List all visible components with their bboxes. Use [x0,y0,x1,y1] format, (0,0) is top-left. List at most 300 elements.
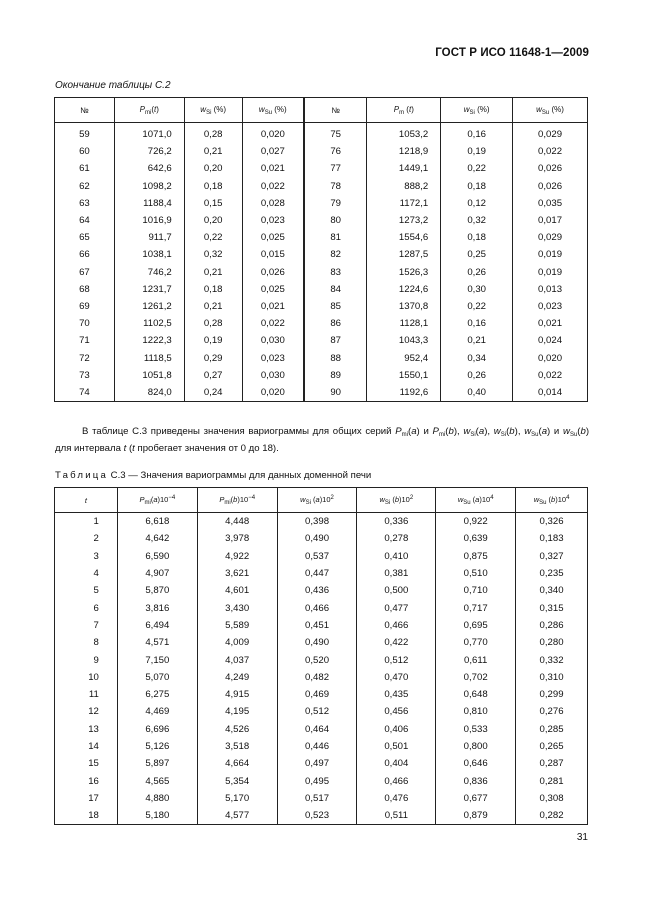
table-cell: 0,32 [184,246,242,263]
table-cell: 1038,1 [114,246,184,263]
table-cell: 0,28 [184,123,242,144]
table-cell: 79 [304,195,367,212]
table-cell: 0,014 [513,384,588,402]
table-cell: 66 [55,246,115,263]
table-cell: 68 [55,281,115,298]
table-cell: 1128,1 [367,315,441,332]
table-row [55,264,588,281]
col-wsu-a: $w_{Su}$ $(a)10^4$ [436,488,516,513]
table-cell: 0,026 [513,160,588,177]
table-cell: 0,282 [516,807,588,825]
table-cell: 0,537 [277,548,357,565]
table-cell: 0,18 [184,178,242,195]
table-cell: 0,466 [357,772,436,789]
table-cell: 0,836 [436,772,516,789]
table-cell: 0,512 [277,703,357,720]
table-cell: 0,308 [516,790,588,807]
table-cell: 0,017 [513,212,588,229]
table-cell: 0,510 [436,565,516,582]
table-cell: 4,195 [197,703,277,720]
table-row [55,349,588,366]
table-cell: 0,18 [184,281,242,298]
table-cell: 6,590 [117,548,197,565]
table-row [55,298,588,315]
table-cell: 0,702 [436,669,516,686]
table-row [55,212,588,229]
table-cell: 0,21 [184,264,242,281]
table-cell: 5,870 [117,582,197,599]
table-cell: 1449,1 [367,160,441,177]
intro-paragraph: В таблице С.3 приведены значения вариограммы для общих серий $P_{mi}(a)$ и $P_{mi}(b)$, $w_{Si}(a)$, $w_{Si}(b)$, $w_{Su}(a)$ и $w_{Su}(b)$ для интервала t (t пробегает значения от 0 до 18). [55,426,590,454]
table-cell: 0,299 [516,686,588,703]
col-pm-2: $P_m$ (t) [367,98,441,123]
table-row [55,582,588,599]
table-cell: 0,265 [516,738,588,755]
table-cell: 3,978 [197,530,277,547]
table-cell: 0,280 [516,634,588,651]
table-cell: 2 [55,530,118,547]
table-cell: 11 [55,686,118,703]
table-cell: 71 [55,332,115,349]
table-cell: 0,21 [441,332,513,349]
table-c3-caption-label: Таблица [55,470,109,481]
table-cell: 0,482 [277,669,357,686]
table-row [55,617,588,634]
table-cell: 0,022 [513,367,588,384]
table-cell: 0,398 [277,513,357,531]
table-cell: 0,023 [513,298,588,315]
table-cell: 0,19 [441,143,513,160]
table-row [55,703,588,720]
table-row [55,790,588,807]
col-number-2: № [304,98,367,123]
table-cell: 0,32 [441,212,513,229]
table-cell: 0,024 [513,332,588,349]
table-cell: 0,315 [516,599,588,616]
table-cell: 3,430 [197,599,277,616]
table-cell: 0,235 [516,565,588,582]
table-cell: 0,422 [357,634,436,651]
table-cell: 0,800 [436,738,516,755]
table-cell: 0,490 [277,530,357,547]
table-cell: 0,019 [513,264,588,281]
table-cell: 0,497 [277,755,357,772]
table-cell: 87 [304,332,367,349]
table-row [55,367,588,384]
table-cell: 0,477 [357,599,436,616]
table-cell: 3,816 [117,599,197,616]
table-cell: 0,717 [436,599,516,616]
table-row [55,178,588,195]
table-cell: 0,278 [357,530,436,547]
table-cell: 0,21 [184,143,242,160]
table-cell: 0,029 [513,229,588,246]
col-wsu-2: $w_{Su}$ (%) [513,98,588,123]
table-cell: 0,18 [441,229,513,246]
table-cell: 0,517 [277,790,357,807]
table-cell: 4,571 [117,634,197,651]
table-cell: 0,22 [441,298,513,315]
table-cell: 4,915 [197,686,277,703]
table-c2-caption: Окончание таблицы С.2 [55,80,171,91]
table-cell: 0,022 [513,143,588,160]
table-cell: 1098,2 [114,178,184,195]
table-cell: 0,326 [516,513,588,531]
table-row [55,669,588,686]
table-c2 [54,97,588,402]
table-cell: 0,500 [357,582,436,599]
table-cell: 1287,5 [367,246,441,263]
table-cell: 15 [55,755,118,772]
table-cell: 6,494 [117,617,197,634]
table-cell: 0,446 [277,738,357,755]
table-header-row [55,98,588,123]
table-cell: 1218,9 [367,143,441,160]
table-cell: 0,281 [516,772,588,789]
col-t: t [55,488,118,513]
table-cell: 4,907 [117,565,197,582]
table-cell: 1370,8 [367,298,441,315]
table-cell: 0,027 [242,143,304,160]
table-cell: 0,286 [516,617,588,634]
table-cell: 0,28 [184,315,242,332]
table-c3 [54,487,588,825]
table-cell: 4 [55,565,118,582]
table-cell: 80 [304,212,367,229]
table-cell: 0,677 [436,790,516,807]
table-cell: 0,490 [277,634,357,651]
col-wsu-b: $w_{Su}$ $(b)10^4$ [516,488,588,513]
table-cell: 0,285 [516,721,588,738]
table-cell: 5 [55,582,118,599]
table-cell: 0,922 [436,513,516,531]
col-number: № [55,98,115,123]
table-cell: 0,12 [441,195,513,212]
table-cell: 0,810 [436,703,516,720]
table-cell: 1222,3 [114,332,184,349]
table-cell: 1 [55,513,118,531]
col-wsi: $w_{Si}$ (%) [184,98,242,123]
table-cell: 76 [304,143,367,160]
table-cell: 888,2 [367,178,441,195]
table-cell: 5,180 [117,807,197,825]
table-cell: 74 [55,384,115,402]
table-cell: 1273,2 [367,212,441,229]
table-cell: 726,2 [114,143,184,160]
table-cell: 6,275 [117,686,197,703]
table-cell: 63 [55,195,115,212]
table-cell: 1550,1 [367,367,441,384]
para-text-5: пробегает значения от 0 до 18). [134,443,279,454]
document-header: ГОСТ Р ИСО 11648-1—2009 [435,47,589,59]
table-cell: 9 [55,651,118,668]
para-text-2: и [419,426,433,437]
table-cell: 746,2 [114,264,184,281]
table-cell: 4,642 [117,530,197,547]
table-row [55,738,588,755]
table-cell: 1016,9 [114,212,184,229]
table-cell: 1554,6 [367,229,441,246]
table-cell: 0,26 [441,264,513,281]
table-cell: 0,770 [436,634,516,651]
table-cell: 0,512 [357,651,436,668]
table-cell: 88 [304,349,367,366]
table-cell: 1261,2 [114,298,184,315]
table-cell: 70 [55,315,115,332]
table-cell: 0,476 [357,790,436,807]
table-cell: 0,022 [242,315,304,332]
table-cell: 90 [304,384,367,402]
page-number: 31 [576,832,588,843]
col-pmi-a: $P_{mi}(a)10^{-4}$ [117,488,197,513]
table-row [55,548,588,565]
table-cell: 0,023 [242,212,304,229]
table-cell: 0,466 [277,599,357,616]
table-cell: 0,025 [242,229,304,246]
table-cell: 64 [55,212,115,229]
table-cell: 0,879 [436,807,516,825]
table-cell: 0,19 [184,332,242,349]
para-text-1: В таблице С.3 приведены значения вариограммы для общих серий [82,426,396,437]
table-cell: 3,518 [197,738,277,755]
table-cell: 4,601 [197,582,277,599]
table-cell: 1102,5 [114,315,184,332]
table-cell: 61 [55,160,115,177]
table-cell: 0,15 [184,195,242,212]
table-cell: 1043,3 [367,332,441,349]
table-cell: 0,410 [357,548,436,565]
table-cell: 0,24 [184,384,242,402]
table-cell: 0,30 [441,281,513,298]
table-cell: 0,16 [441,123,513,144]
table-cell: 0,013 [513,281,588,298]
col-pm: $P_{mi}(t)$ [114,98,184,123]
table-cell: 0,021 [242,298,304,315]
table-cell: 0,34 [441,349,513,366]
table-cell: 0,021 [242,160,304,177]
table-cell: 84 [304,281,367,298]
table-cell: 4,565 [117,772,197,789]
table-cell: 0,447 [277,565,357,582]
table-cell: 0,501 [357,738,436,755]
table-cell: 0,020 [242,123,304,144]
table-cell: 4,469 [117,703,197,720]
table-cell: 0,710 [436,582,516,599]
table-cell: 0,332 [516,651,588,668]
table-cell: 0,469 [277,686,357,703]
table-row [55,721,588,738]
table-cell: 16 [55,772,118,789]
table-cell: 0,495 [277,772,357,789]
table-cell: 4,664 [197,755,277,772]
table-row [55,565,588,582]
table-cell: 0,464 [277,721,357,738]
table-row [55,772,588,789]
table-row [55,195,588,212]
table-cell: 82 [304,246,367,263]
table-cell: 824,0 [114,384,184,402]
table-cell: 7,150 [117,651,197,668]
table-cell: 4,009 [197,634,277,651]
table-cell: 0,436 [277,582,357,599]
table-cell: 0,22 [441,160,513,177]
table-cell: 0,023 [242,349,304,366]
table-cell: 0,20 [184,212,242,229]
table-cell: 0,26 [441,367,513,384]
table-cell: 72 [55,349,115,366]
table-row [55,755,588,772]
table-row [55,807,588,825]
table-cell: 75 [304,123,367,144]
table-row [55,160,588,177]
table-cell: 78 [304,178,367,195]
table-row [55,123,588,144]
table-cell: 4,448 [197,513,277,531]
table-cell: 0,276 [516,703,588,720]
table-cell: 0,16 [441,315,513,332]
table-cell: 69 [55,298,115,315]
table-cell: 5,589 [197,617,277,634]
col-pmi-b: $P_{mi}(b)10^{-4}$ [197,488,277,513]
table-cell: 89 [304,367,367,384]
table-cell: 0,406 [357,721,436,738]
table-cell: 8 [55,634,118,651]
table-cell: 0,18 [441,178,513,195]
table-cell: 0,381 [357,565,436,582]
table-cell: 85 [304,298,367,315]
table-row [55,634,588,651]
table-cell: 4,577 [197,807,277,825]
table-cell: 1051,8 [114,367,184,384]
table-cell: 65 [55,229,115,246]
table-cell: 0,025 [242,281,304,298]
table-cell: 5,070 [117,669,197,686]
col-wsi-2: $w_{Si}$ (%) [441,98,513,123]
table-row [55,229,588,246]
table-row [55,651,588,668]
table-cell: 0,21 [184,298,242,315]
table-cell: 7 [55,617,118,634]
table-cell: 0,287 [516,755,588,772]
table-cell: 0,026 [513,178,588,195]
table-cell: 4,880 [117,790,197,807]
table-cell: 0,183 [516,530,588,547]
table-cell: 6,618 [117,513,197,531]
table-cell: 6 [55,599,118,616]
table-c3-caption-rest: С.3 — Значения вариограммы для данных доменной печи [108,470,372,481]
table-cell: 0,875 [436,548,516,565]
table-cell: 4,922 [197,548,277,565]
table-cell: 0,695 [436,617,516,634]
table-row [55,530,588,547]
table-cell: 77 [304,160,367,177]
table-cell: 0,470 [357,669,436,686]
table-cell: 911,7 [114,229,184,246]
table-row [55,686,588,703]
table-row [55,315,588,332]
table-cell: 14 [55,738,118,755]
table-cell: 4,526 [197,721,277,738]
table-cell: 0,611 [436,651,516,668]
table-cell: 62 [55,178,115,195]
table-cell: 5,354 [197,772,277,789]
table-row [55,281,588,298]
table-cell: 1526,3 [367,264,441,281]
table-cell: 0,523 [277,807,357,825]
table-cell: 6,696 [117,721,197,738]
table-cell: 1192,6 [367,384,441,402]
table-cell: 5,126 [117,738,197,755]
table-row [55,513,588,531]
table-cell: 0,639 [436,530,516,547]
table-row [55,246,588,263]
table-cell: 0,035 [513,195,588,212]
table-cell: 1224,6 [367,281,441,298]
table-cell: 0,022 [242,178,304,195]
table-cell: 60 [55,143,115,160]
table-cell: 0,456 [357,703,436,720]
table-cell: 59 [55,123,115,144]
table-cell: 0,20 [184,160,242,177]
table-cell: 0,030 [242,332,304,349]
table-cell: 0,020 [242,384,304,402]
table-row [55,384,588,402]
table-cell: 18 [55,807,118,825]
table-cell: 0,646 [436,755,516,772]
table-cell: 1188,4 [114,195,184,212]
table-cell: 0,028 [242,195,304,212]
para-text-4: для интервала [55,443,124,454]
table-cell: 1053,2 [367,123,441,144]
table-row [55,332,588,349]
table-cell: 3,621 [197,565,277,582]
table-cell: 0,019 [513,246,588,263]
table-cell: 1231,7 [114,281,184,298]
table-cell: 0,020 [513,349,588,366]
table-c3-caption [55,470,371,481]
table-cell: 1118,5 [114,349,184,366]
table-cell: 0,25 [441,246,513,263]
table-cell: 13 [55,721,118,738]
table-cell: 5,170 [197,790,277,807]
table-cell: 4,037 [197,651,277,668]
table-cell: 86 [304,315,367,332]
table-cell: 0,327 [516,548,588,565]
table-cell: 0,648 [436,686,516,703]
table-header-row [55,488,588,513]
table-cell: 5,897 [117,755,197,772]
table-cell: 67 [55,264,115,281]
table-cell: 952,4 [367,349,441,366]
table-cell: 3 [55,548,118,565]
table-cell: 1172,1 [367,195,441,212]
table-cell: 0,404 [357,755,436,772]
table-cell: 0,015 [242,246,304,263]
table-cell: 0,336 [357,513,436,531]
table-cell: 73 [55,367,115,384]
table-cell: 0,030 [242,367,304,384]
table-cell: 17 [55,790,118,807]
table-cell: 0,22 [184,229,242,246]
table-cell: 0,511 [357,807,436,825]
table-cell: 0,29 [184,349,242,366]
table-cell: 0,451 [277,617,357,634]
table-cell: 0,520 [277,651,357,668]
table-row [55,143,588,160]
col-wsi-a: $w_{Si}$ $(a)10^2$ [277,488,357,513]
table-cell: 0,021 [513,315,588,332]
table-cell: 4,249 [197,669,277,686]
